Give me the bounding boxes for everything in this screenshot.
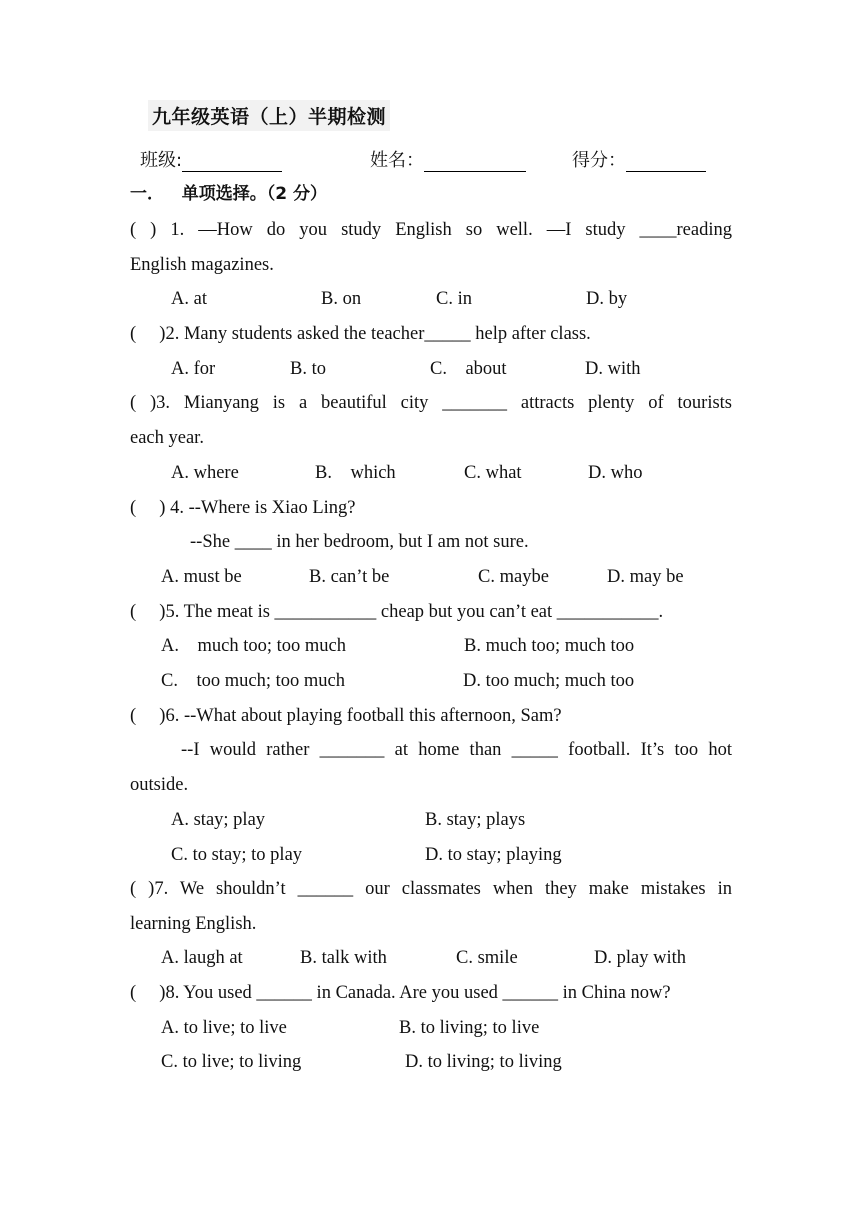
q6-option-b[interactable]: B. stay; plays [425, 810, 526, 830]
q5-option-c[interactable]: C. too much; too much [161, 671, 345, 691]
q3-option-c[interactable]: C. what [464, 463, 522, 483]
q4-option-d[interactable]: D. may be [607, 567, 684, 587]
q7-option-a[interactable]: A. laugh at [161, 948, 243, 968]
q8-option-b[interactable]: B. to living; to live [399, 1018, 540, 1038]
class-blank[interactable] [182, 153, 282, 172]
q8-option-d[interactable]: D. to living; to living [405, 1052, 562, 1072]
question-1-line-1: ( ) 1. —How do you study English so well. —I study ____reading [130, 220, 732, 240]
question-7-line-1: ( )7. We shouldn’t ______ our classmates when they make mistakes in [130, 879, 732, 899]
q8-option-a[interactable]: A. to live; to live [161, 1018, 287, 1038]
question-6-line-1: ( )6. --What about playing football this afternoon, Sam? [130, 706, 562, 726]
question-6-line-3: outside. [130, 775, 189, 795]
q1-option-b[interactable]: B. on [321, 289, 362, 309]
q7-option-c[interactable]: C. smile [456, 948, 518, 968]
q2-option-a[interactable]: A. for [171, 359, 216, 379]
question-2-line-1: ( )2. Many students asked the teacher_____ help after class. [130, 324, 591, 344]
q2-option-b[interactable]: B. to [290, 359, 326, 379]
q1-option-a[interactable]: A. at [171, 289, 207, 309]
class-label: 班级: [140, 150, 183, 171]
question-3-line-2: each year. [130, 428, 204, 448]
class-field [140, 146, 282, 172]
q6-option-c[interactable]: C. to stay; to play [171, 845, 303, 865]
section-heading [130, 182, 732, 206]
question-7-line-2: learning English. [130, 914, 257, 934]
q8-option-c[interactable]: C. to live; to living [161, 1052, 302, 1072]
question-8-line-1: ( )8. You used ______ in Canada. Are you used ______ in China now? [130, 983, 671, 1003]
question-1-line-2: English magazines. [130, 255, 274, 275]
q5-option-b[interactable]: B. much too; much too [464, 636, 635, 656]
name-label: 姓名： [370, 150, 424, 171]
score-blank[interactable] [626, 153, 706, 172]
q3-option-b[interactable]: B. which [315, 463, 396, 483]
q5-option-a[interactable]: A. much too; too much [161, 636, 346, 656]
q6-option-a[interactable]: A. stay; play [171, 810, 266, 830]
name-blank[interactable] [424, 153, 526, 172]
q3-option-d[interactable]: D. who [588, 463, 643, 483]
q3-option-a[interactable]: A. where [171, 463, 239, 483]
question-6-line-2: --I would rather _______ at home than _____ football. It’s too hot [181, 740, 732, 760]
score-label: 得分： [572, 150, 626, 171]
question-5-line-1: ( )5. The meat is ___________ cheap but you can’t eat ___________. [130, 602, 664, 622]
question-4-line-1: ( ) 4. --Where is Xiao Ling? [130, 498, 356, 518]
q2-option-d[interactable]: D. with [585, 359, 641, 379]
q1-option-c[interactable]: C. in [436, 289, 472, 309]
exam-title: 九年级英语（上）半期检测 [148, 100, 390, 131]
q4-option-c[interactable]: C. maybe [478, 567, 549, 587]
q2-option-c[interactable]: C. about [430, 359, 507, 379]
question-3-line-1: ( )3. Mianyang is a beautiful city _______ attracts plenty of tourists [130, 393, 732, 413]
question-4-line-2: --She ____ in her bedroom, but I am not sure. [190, 532, 529, 552]
q6-option-d[interactable]: D. to stay; playing [425, 845, 562, 865]
q5-option-d[interactable]: D. too much; much too [463, 671, 635, 691]
q7-option-b[interactable]: B. talk with [300, 948, 387, 968]
name-field [370, 146, 526, 172]
q1-option-d[interactable]: D. by [586, 289, 628, 309]
q4-option-b[interactable]: B. can’t be [309, 567, 390, 587]
section-title: 单项选择。（2 分） [181, 184, 328, 204]
q7-option-d[interactable]: D. play with [594, 948, 686, 968]
q4-option-a[interactable]: A. must be [161, 567, 242, 587]
section-number: 一． [130, 184, 164, 204]
score-field [572, 146, 706, 172]
